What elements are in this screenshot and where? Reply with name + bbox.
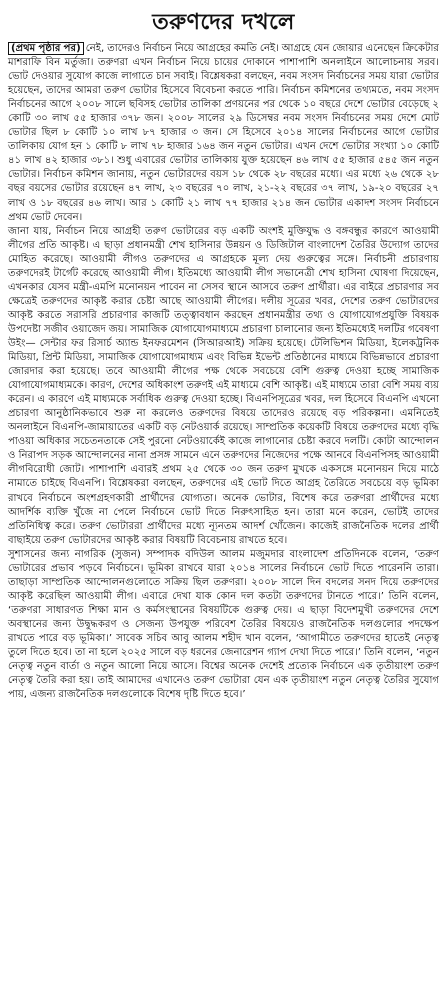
article-paragraph-2: জানা যায়, নির্বাচন নিয়ে আগ্রহী তরুণ ভোটারের বড় একটি অংশই মুক্তিযুদ্ধ ও বঙ্গবন্ধুর কারণে আওয়ামী লীগের প্রতি আকৃষ্ট। এ ছাড়া প্রধানমন্ত্রী শেখ হাসিনার উন্নয়ন ও ডিজিটাল বাংলাদেশ তৈরির উদ্যোগ তাদের মোহিত করেছে। আওয়ামী লীগও তরুণদের এ আগ্রহকে মূল্য দেয় গুরুত্বের সঙ্গে। নির্বাচনী প্রচারণায় তরুণদেরই টার্গেট করেছে আওয়ামী লীগ। ইতিমধ্যে আওয়ামী লীগ সভানেত্রী শেখ হাসিনা ঘোষণা দিয়েছেন, এখনকার যেসব মন্ত্রী-এমপি মনোনয়ন পাবেন না সেসব স্থানে আসবে তরুণ প্রার্থীরা। এর বাইরে প্রচারণার সব ক্ষেত্রেই তরুণদের আকৃষ্ট করার চেষ্টা আছে আওয়ামী লীগের। দলীয় সূত্রের খবর, দেশের তরুণ ভোটারদের আকৃষ্ট করতে সরাসরি প্রচারণার কাজটি তত্ত্বাবধান করছেন প্রধানমন্ত্রীর তথ্য ও যোগাযোগপ্রযুক্তি বিষয়ক উপদেষ্টা সজীব ওয়াজেদ জয়। সামাজিক যোগাযোগমাধ্যমে প্রচারণা চালানোর জন্য ইতিমধ্যেই দলটির গবেষণা উইং— সেন্টার ফর রিসার্চ অ্যান্ড ইনফরমেশন (সিআরআই) সক্রিয় হয়েছে। টেলিভিশন মিডিয়া, ইলেকট্রনিক মিডিয়া, প্রিন্ট মিডিয়া, সামাজিক যোগাযোগমাধ্যম এবং বিভিন্ন ইভেন্ট প্রতিষ্ঠানের মাধ্যমে বিভিন্নভাবে প্রচারণা জোরদার করা হয়েছে। তবে আওয়ামী লীগের পক্ষ থেকে সবচেয়ে বেশি গুরুত্ব দেওয়া হচ্ছে সামাজিক যোগাযোগমাধ্যমকে। কারণ, দেশের অধিকাংশ তরুণই এই মাধ্যমে বেশি আকৃষ্ট। এই মাধ্যমে তারা বেশি সময় ব্যয় করেন। এ কারণে এই মাধ্যমকে সর্বাধিক গুরুত্ব দেওয়া হচ্ছে। বিএনপিসূত্রের খবর, দল হিসেবে বিএনপি এখনো প্রচারণা আনুষ্ঠানিকভাবে শুরু না করলেও তরুণদের বিষয়ে তাদেরও রয়েছে বড় পরিকল্পনা। এমনিতেই অনলাইনে বিএনপি-জামায়াতের একটি বড় নেটওয়ার্ক রয়েছে। সাম্প্রতিক কয়েকটি বিষয়ে তরুণদের মধ্যে বৃদ্ধি পাওয়া অধিকার সচেতনতাকে সেই পুরনো নেটওয়ার্কেই কাজে লাগানোর চেষ্টা করবে দলটি। কোটা আন্দোলন ও নিরাপদ সড়ক আন্দোলনের নানা প্রসঙ্গ সামনে এনে তরুণদের নিজেদের পক্ষে আনবে বিএনপিসহ আওয়ামী লীগবিরোধী জোট। পাশাপাশি এবারই প্রথম ২৫ থেকে ৩০ জন তরুণ মুখকে একসঙ্গে মনোনয়ন দিয়ে মাঠে নামাতে চাইছে বিএনপি। বিশ্লেষকরা বলছেন, তরুণদের এই ভোট দিতে আগ্রহ তৈরিতে সবচেয়ে বড় ভূমিকা রাখবে নির্বাচনে অংশগ্রহণকারী প্রার্থীদের যোগ্যতা। অনেক ভোটার, বিশেষ করে তরুণরা প্রার্থীদের মধ্যে আদর্শিক ব্যক্তি খুঁজে না পেলে নির্বাচনে ভোট দিতে নিরুৎসাহিত হন। তারা মনে করেন, ভোটই তাদের প্রতিনিধিত্ব করে। তরুণ ভোটাররা প্রার্থীদের মধ্যে ন্যূনতম আদর্শ খোঁজেন। কাজেই রাজনৈতিক দলের প্রার্থী বাছাইয়ে তরুণ ভোটারদের আকৃষ্ট করার বিষয়টি বিবেচনায় রাখতে হবে।: [8, 225, 439, 546]
continued-from-label: (প্রথম পৃষ্ঠার পর): [8, 42, 84, 55]
article-paragraph-3: সুশাসনের জন্য নাগরিক (সুজন) সম্পাদক বদিউল আলম মজুমদার বাংলাদেশ প্রতিদিনকে বলেন, ‘তরুণ ভোটারের প্রভাব পড়বে নির্বাচনে। ভূমিকা রাখবে যারা ২০১৪ সালের নির্বাচনে ভোট দিতে পারেননি তারা। তাছাড়া সাম্প্রতিক আন্দোলনগুলোতে সক্রিয় ছিল তরুণরা। ২০০৮ সালে দিন বদলের সনদ দিয়ে তরুণদের আকৃষ্ট করেছিল আওয়ামী লীগ। এবারে দেখা যাক কোন দল কতটা তরুণদের টানতে পারে।’ তিনি বলেন, ‘তরুণরা সাধারণত শিক্ষা মান ও কর্মসংস্থানের বিষয়টিকে গুরুত্ব দেয়। এ ছাড়া বিদেশমুখী তরুণদের দেশে অবস্থানের জন্য উদ্বুদ্ধকরণ ও সেজন্য উপযুক্ত পরিবেশ তৈরির বিষয়েও রাজনৈতিক দলগুলোর পদক্ষেপ রাখতে পারে বড় ভূমিকা।’ সাবেক সচিব আবু আলম শহীদ খান বলেন, ‘আগামীতে তরুণদের হাতেই নেতৃত্ব তুলে দিতে হবে। তা না হলে ২০২৫ সালে বড় ধরনের জেনারেশন গ্যাপ দেখা দিতে পারে।’ তিনি বলেন, ‘নতুন নেতৃত্ব নতুন বার্তা ও নতুন আলো নিয়ে আসে। বিশ্বের অনেক দেশেই প্রত্যেক নির্বাচনে এক তৃতীয়াংশ তরুণ নেতৃত্ব তৈরি করা হয়। তাই আমাদের এখানেও তরুণ ভোটারা যেন এক তৃতীয়াংশ নতুন নেতৃত্ব তৈরির সুযোগ পায়, এজন্য রাজনৈতিক দলগুলোকে বিশেষ দৃষ্টি দিতে হবে।’: [8, 548, 439, 701]
paragraph-text: নেই, তাদেরও নির্বাচন নিয়ে আগ্রহের কমতি নেই। আগ্রহে যেন জোয়ার এনেছেন ক্রিকেটার মাশরাফি বিন মর্তুজা। তরুণরা এখন নির্বাচন নিয়ে চায়ের দোকানে পাশাপাশি অনলাইনে আলোচনায় সরব। ভোট দেওয়ার সুযোগ কাজে লাগাতে চান সবাই। বিশ্লেষকরা বলছেন, নবম সংসদ নির্বাচনের সময় যারা ভোটার হয়েছেন, তাদের আমরা তরুণ ভোটার হিসেবে বিবেচনা করতে পারি। নির্বাচন কমিশনের তথ্যমতে, নবম সংসদ নির্বাচনের আগে ২০০৮ সালে ছবিসহ ভোটার তালিকা প্রণয়নের পর থেকে ১০ বছরে দেশে ভোটার বেড়েছে ২ কোটি ৩০ লাখ ৫৫ হাজার ৩৭৮ জন। ২০০৮ সালের ২৯ ডিসেম্বর নবম সংসদ নির্বাচনের সময় দেশে মোট ভোটার ছিল ৮ কোটি ১০ লাখ ৮৭ হাজার ৩ জন। সে হিসেবে ২০১৪ সালের নির্বাচনের আগে ভোটার তালিকায় যোগ হন ১ কোটি ৮ লাখ ৭৮ হাজার ১৬৪ জন নতুন ভোটার। এখন দেশে ভোটার সংখ্যা ১০ কোটি ৪১ লাখ ৪২ হাজার ৩৮১। শুধু এবারের ভোটার তালিকায় যুক্ত হয়েছেন ৪৬ লাখ ৫৫ হাজার ৫৪৫ জন নতুন ভোটার। নির্বাচন কমিশন জানায়, নতুন ভোটারদের বয়স ১৮ থেকে ২৮ বছরের মধ্যে। এর মধ্যে ২৬ থেকে ২৮ বছর বয়সের ভোটার রয়েছেন ৪৭ লাখ, ২৩ বছরের ৭০ লাখ, ২১-২২ বছরের ৩৭ লাখ, ১৯-২০ বছরের ২৭ লাখ ও ১৮ বছরের ৪৬ লাখ। আর ১ কোটি ২১ লাখ ৭৭ হাজার ২১৪ জন ভোটার একাদশ সংসদ নির্বাচনে প্রথম ভোট দেবেন।: [8, 43, 439, 223]
article-headline: তরুণদের দখলে: [152, 9, 295, 35]
article-body: [8, 42, 439, 702]
article-paragraph-1: [8, 42, 439, 225]
